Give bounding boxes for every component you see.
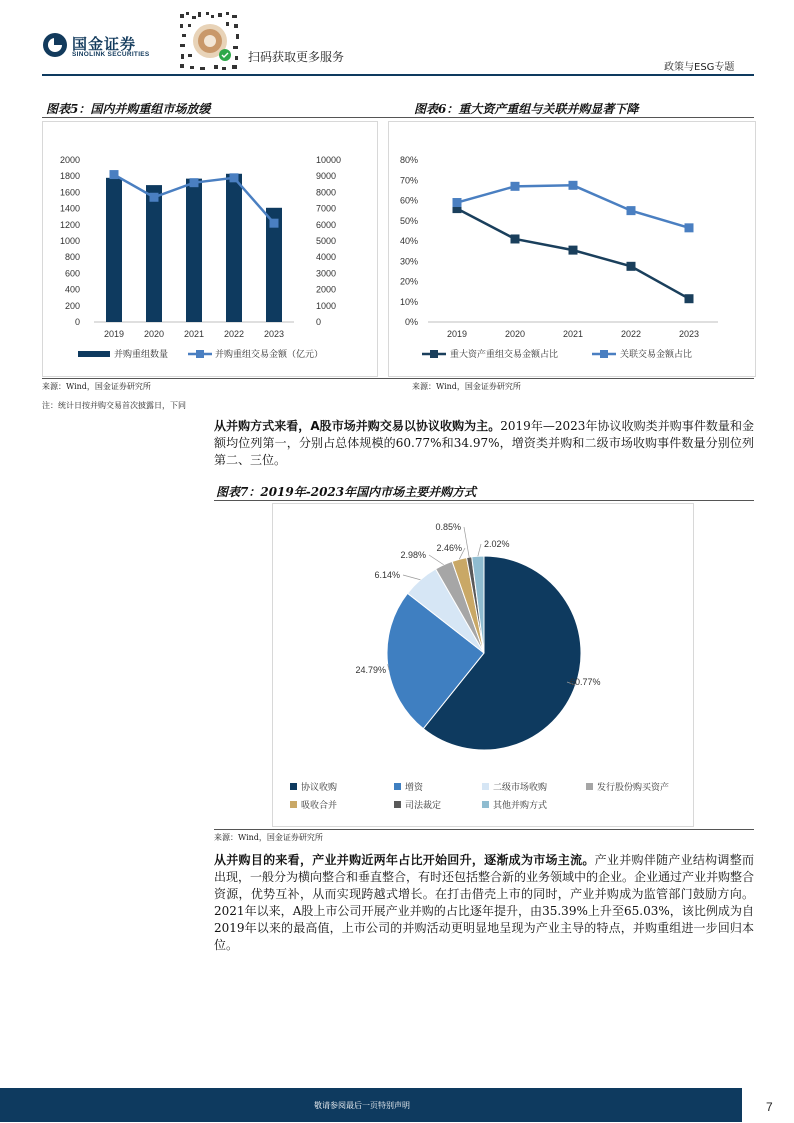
pie-data-label-1: 24.79% bbox=[355, 665, 386, 675]
line-amount-marker-2023 bbox=[270, 219, 279, 228]
y-left-tick-label: 1800 bbox=[59, 171, 80, 182]
x-tick-label: 2023 bbox=[678, 329, 700, 339]
pie-data-label-5: 0.85% bbox=[435, 522, 461, 532]
legend-swatch-count bbox=[78, 351, 110, 357]
bar-count-2022 bbox=[226, 174, 242, 322]
legend-swatch-2 bbox=[482, 783, 489, 790]
y-left-tick-label: 0 bbox=[74, 317, 80, 327]
legend-label-count: 并购重组数量 bbox=[114, 350, 169, 360]
footer-bar bbox=[0, 1088, 742, 1122]
x-tick-label: 2020 bbox=[143, 329, 165, 339]
y-tick-label: 20% bbox=[399, 276, 418, 287]
y-right-tick-label: 0 bbox=[316, 317, 322, 327]
x-tick-label: 2021 bbox=[183, 329, 205, 339]
series-0-marker-2020 bbox=[511, 234, 520, 243]
pie-leader-line-6 bbox=[478, 544, 481, 556]
y-tick-label: 10% bbox=[399, 296, 418, 307]
y-left-tick-label: 2000 bbox=[59, 155, 80, 165]
y-right-tick-label: 8000 bbox=[316, 187, 337, 198]
pie-data-label-3: 2.98% bbox=[400, 550, 426, 560]
figure6-chart bbox=[388, 121, 756, 377]
x-tick-label: 2020 bbox=[504, 329, 526, 339]
legend-swatch-marker-1 bbox=[600, 350, 608, 358]
y-right-tick-label: 7000 bbox=[316, 203, 337, 214]
brand-name: 国金证券 bbox=[72, 35, 137, 53]
x-tick-label: 2022 bbox=[620, 329, 642, 339]
section-title: 政策与ESG专题 bbox=[664, 62, 735, 73]
series-line-1 bbox=[457, 185, 689, 228]
y-tick-label: 80% bbox=[399, 155, 418, 165]
bar-count-2019 bbox=[106, 178, 122, 322]
qr-code[interactable] bbox=[178, 10, 242, 72]
y-tick-label: 60% bbox=[399, 195, 418, 206]
legend-label-amount: 并购重组交易金额（亿元） bbox=[215, 350, 324, 360]
figure5-chart bbox=[42, 121, 378, 377]
y-right-tick-label: 6000 bbox=[316, 219, 337, 230]
y-left-tick-label: 400 bbox=[64, 284, 80, 295]
figure6-source: 来源：Wind，国金证券研究所 bbox=[412, 382, 521, 391]
series-0-marker-2021 bbox=[569, 246, 578, 255]
y-right-tick-label: 3000 bbox=[316, 268, 337, 279]
y-left-tick-label: 1600 bbox=[59, 187, 80, 198]
legend-swatch-1 bbox=[394, 783, 401, 790]
legend-label-3: 发行股份购买资产 bbox=[597, 783, 670, 793]
pie-leader-line-3 bbox=[429, 555, 444, 565]
pie-leader-line-5 bbox=[464, 527, 469, 557]
legend-label-1: 关联交易金额占比 bbox=[620, 350, 693, 360]
page-number: 7 bbox=[766, 1100, 773, 1114]
legend-swatch-5 bbox=[394, 801, 401, 808]
y-left-tick-label: 1400 bbox=[59, 203, 80, 214]
x-tick-label: 2022 bbox=[223, 329, 245, 339]
sinolink-logo-icon bbox=[42, 32, 68, 58]
paragraph-purpose-lead: 从并购目的来看，产业并购近两年占比开始回升，逐渐成为市场主流。 bbox=[214, 853, 595, 867]
x-tick-label: 2019 bbox=[446, 329, 468, 339]
legend-swatch-6 bbox=[482, 801, 489, 808]
y-right-tick-label: 9000 bbox=[316, 171, 337, 182]
legend-label-2: 二级市场收购 bbox=[493, 783, 548, 793]
figure7-bottom-rule bbox=[214, 829, 754, 830]
figure5-source: 来源：Wind，国金证券研究所 bbox=[42, 382, 151, 391]
y-right-tick-label: 1000 bbox=[316, 300, 337, 311]
qr-code-icon bbox=[178, 10, 242, 72]
series-0-marker-2022 bbox=[627, 262, 636, 271]
pie-data-label-0: 60.77% bbox=[570, 677, 601, 687]
legend-swatch-amount-marker bbox=[196, 350, 204, 358]
legend-label-0: 重大资产重组交易金额占比 bbox=[450, 350, 559, 360]
legend-label-6: 其他并购方式 bbox=[493, 801, 548, 811]
line-amount-marker-2019 bbox=[110, 170, 119, 179]
paragraph-purpose bbox=[214, 852, 754, 954]
series-1-marker-2023 bbox=[685, 223, 694, 232]
y-tick-label: 70% bbox=[399, 175, 418, 186]
bar-count-2021 bbox=[186, 179, 202, 322]
line-amount-marker-2022 bbox=[230, 173, 239, 182]
legend-label-1: 增资 bbox=[405, 783, 424, 793]
header-rule bbox=[42, 74, 754, 76]
figure7-source: 来源：Wind，国金证券研究所 bbox=[214, 833, 323, 842]
legend-swatch-3 bbox=[586, 783, 593, 790]
series-1-marker-2021 bbox=[569, 181, 578, 190]
y-tick-label: 0% bbox=[404, 317, 418, 327]
figures56-bottom-rule bbox=[42, 378, 754, 379]
legend-label-0: 协议收购 bbox=[301, 783, 338, 793]
y-right-tick-label: 4000 bbox=[316, 252, 337, 263]
y-left-tick-label: 200 bbox=[64, 300, 80, 311]
line-amount-marker-2021 bbox=[190, 178, 199, 187]
bar-count-2020 bbox=[146, 185, 162, 322]
figure5-title: 图表5：国内并购重组市场放缓 bbox=[46, 102, 211, 116]
figure7-chart bbox=[272, 503, 694, 827]
y-tick-label: 40% bbox=[399, 236, 418, 246]
series-1-marker-2019 bbox=[453, 198, 462, 207]
y-right-tick-label: 5000 bbox=[316, 236, 337, 246]
x-tick-label: 2019 bbox=[103, 329, 125, 339]
qr-caption: 扫码获取更多服务 bbox=[248, 50, 345, 64]
paragraph-method-body: 2019年—2023年协议收购类并购事件数量和金额均位列第一，分别占总体规模的60.77%和34.97%，增资类并购和二级市场收购事件数量分别位列第二、三位。 bbox=[214, 419, 754, 467]
legend-label-4: 吸收合并 bbox=[301, 801, 338, 811]
figure5-top-rule bbox=[42, 117, 754, 118]
paragraph-method bbox=[214, 418, 754, 469]
footer-disclaimer: 敬请参阅最后一页特别声明 bbox=[314, 1101, 410, 1110]
y-left-tick-label: 1000 bbox=[59, 236, 80, 246]
series-0-marker-2023 bbox=[685, 294, 694, 303]
brand-english: SINOLINK SECURITIES bbox=[72, 51, 150, 58]
legend-swatch-0 bbox=[290, 783, 297, 790]
series-1-marker-2022 bbox=[627, 206, 636, 215]
series-1-marker-2020 bbox=[511, 182, 520, 191]
pie-data-label-2: 6.14% bbox=[374, 570, 400, 580]
paragraph-method-lead: 从并购方式来看，A股市场并购交易以协议收购为主。 bbox=[214, 419, 501, 433]
legend-label-5: 司法裁定 bbox=[405, 801, 442, 811]
y-left-tick-label: 800 bbox=[64, 252, 80, 263]
figure6-title: 图表6：重大资产重组与关联并购显著下降 bbox=[414, 102, 639, 116]
pie-leader-line-2 bbox=[403, 575, 420, 580]
y-left-tick-label: 1200 bbox=[59, 219, 80, 230]
figure7-title: 图表7：2019年-2023年国内市场主要并购方式 bbox=[216, 485, 477, 499]
line-amount-marker-2020 bbox=[150, 193, 159, 202]
y-tick-label: 50% bbox=[399, 215, 418, 226]
figure7-top-rule bbox=[214, 500, 754, 501]
pie-data-label-6: 2.02% bbox=[484, 539, 510, 549]
y-tick-label: 30% bbox=[399, 256, 418, 267]
y-right-tick-label: 2000 bbox=[316, 284, 337, 295]
figure5-note: 注：统计日按并购交易首次披露日，下同 bbox=[42, 401, 186, 410]
header bbox=[0, 0, 794, 80]
paragraph-purpose-body: 产业并购伴随产业结构调整而出现，一般分为横向整合和垂直整合，有时还包括整合新的业务领域中的企业。企业通过产业并购整合资源，优势互补，从而实现跨越式增长。在打击借壳上市的同时，产业并购成为监管部门鼓励方向。2021年以来，A股上市公司开展产业并购的占比逐年提升，由35.39%上升至65.03%，该比例成为自2019年以来的最高值，上市公司的并购活动更明显地呈现为产业主导的特点，并购重组进一步回归本位。 bbox=[214, 853, 755, 952]
y-left-tick-label: 600 bbox=[64, 268, 80, 279]
x-tick-label: 2021 bbox=[562, 329, 584, 339]
legend-swatch-4 bbox=[290, 801, 297, 808]
pie-data-label-4: 2.46% bbox=[436, 543, 462, 553]
legend-swatch-marker-0 bbox=[430, 350, 438, 358]
x-tick-label: 2023 bbox=[263, 329, 285, 339]
y-right-tick-label: 10000 bbox=[316, 155, 342, 165]
